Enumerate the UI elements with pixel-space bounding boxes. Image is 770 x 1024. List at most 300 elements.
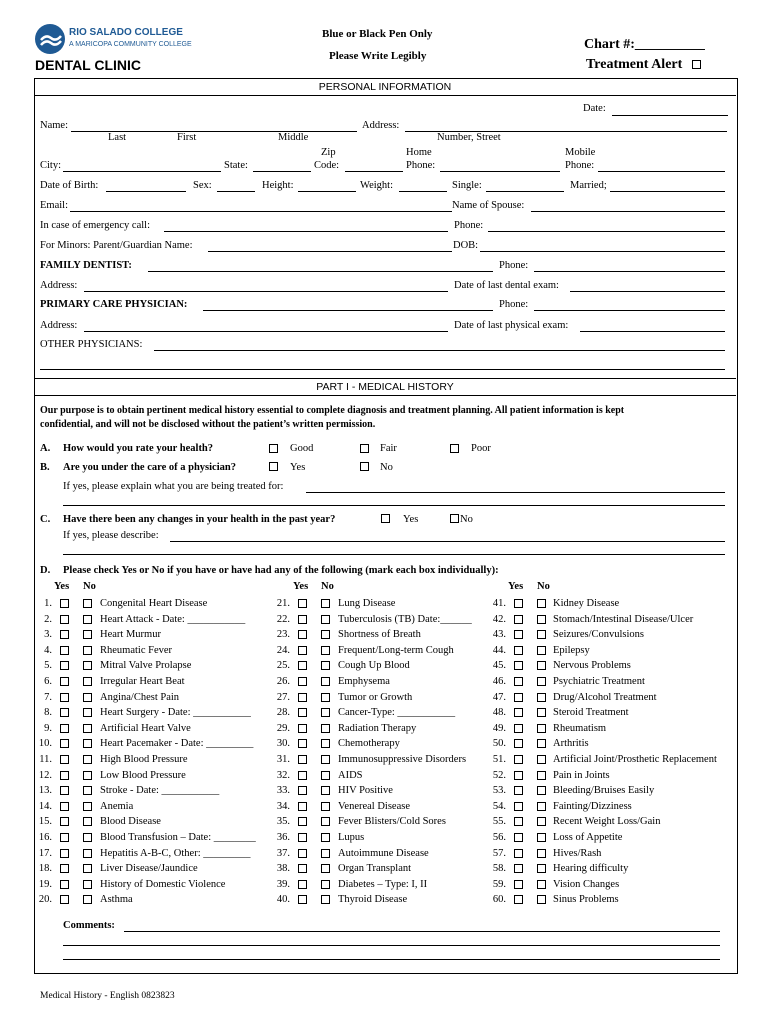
question-b-letter: B. xyxy=(40,462,50,473)
condition-yes-checkbox[interactable] xyxy=(514,708,523,717)
logo-wave-icon xyxy=(35,24,65,54)
condition-no-checkbox[interactable] xyxy=(83,708,92,717)
condition-number: 56. xyxy=(492,832,506,843)
condition-no-checkbox[interactable] xyxy=(537,630,546,639)
condition-label: Frequent/Long-term Cough xyxy=(338,645,454,656)
condition-no-checkbox[interactable] xyxy=(537,646,546,655)
condition-number: 26. xyxy=(276,676,290,687)
physician-yes-label: Yes xyxy=(290,462,306,473)
pcp-field[interactable] xyxy=(203,310,493,311)
condition-number: 50. xyxy=(492,738,506,749)
condition-yes-checkbox[interactable] xyxy=(60,693,69,702)
state-label: State: xyxy=(224,160,248,171)
condition-number: 60. xyxy=(492,894,506,905)
email-field[interactable] xyxy=(70,211,452,212)
condition-no-checkbox[interactable] xyxy=(83,817,92,826)
condition-number: 15. xyxy=(38,816,52,827)
col3-yes-header: Yes xyxy=(508,581,524,592)
condition-no-checkbox[interactable] xyxy=(321,864,330,873)
condition-no-checkbox[interactable] xyxy=(537,661,546,670)
condition-no-checkbox[interactable] xyxy=(321,771,330,780)
footer-text: Medical History - English 0823823 xyxy=(40,991,175,1001)
col2-yes-header: Yes xyxy=(293,581,309,592)
condition-yes-checkbox[interactable] xyxy=(514,599,523,608)
condition-yes-checkbox[interactable] xyxy=(514,802,523,811)
condition-label: Tuberculosis (TB) Date:______ xyxy=(338,614,472,625)
height-label: Height: xyxy=(262,180,294,191)
condition-no-checkbox[interactable] xyxy=(83,864,92,873)
condition-number: 57. xyxy=(492,848,506,859)
condition-number: 9. xyxy=(44,723,52,734)
condition-number: 4. xyxy=(44,645,52,656)
condition-number: 7. xyxy=(44,692,52,703)
condition-no-checkbox[interactable] xyxy=(537,895,546,904)
condition-label: Lupus xyxy=(338,832,365,843)
condition-label: Venereal Disease xyxy=(338,801,411,812)
college-name: RIO SALADO COLLEGE xyxy=(69,27,183,38)
condition-yes-checkbox[interactable] xyxy=(514,630,523,639)
college-subtitle: A MARICOPA COMMUNITY COLLEGE xyxy=(69,41,192,48)
condition-number: 58. xyxy=(492,863,506,874)
condition-no-checkbox[interactable] xyxy=(321,895,330,904)
pcp-phone-label: Phone: xyxy=(499,299,529,310)
physician-explain-field-2[interactable] xyxy=(63,505,725,506)
condition-label: Angina/Chest Pain xyxy=(100,692,180,703)
question-d-letter: D. xyxy=(40,565,51,576)
spouse-field[interactable] xyxy=(531,211,725,212)
condition-yes-checkbox[interactable] xyxy=(298,739,307,748)
condition-label: Kidney Disease xyxy=(553,598,620,609)
mobile-phone-field[interactable] xyxy=(598,171,725,172)
dentist-address-field[interactable] xyxy=(84,291,448,292)
condition-number: 22. xyxy=(276,614,290,625)
condition-label: Asthma xyxy=(100,894,133,905)
condition-yes-checkbox[interactable] xyxy=(60,646,69,655)
medical-history-bar xyxy=(34,378,736,396)
condition-no-checkbox[interactable] xyxy=(321,693,330,702)
condition-yes-checkbox[interactable] xyxy=(514,833,523,842)
condition-no-checkbox[interactable] xyxy=(321,630,330,639)
condition-no-checkbox[interactable] xyxy=(83,646,92,655)
condition-number: 54. xyxy=(492,801,506,812)
condition-no-checkbox[interactable] xyxy=(321,849,330,858)
condition-label: Diabetes – Type: I, II xyxy=(338,879,428,890)
condition-yes-checkbox[interactable] xyxy=(60,771,69,780)
question-b-text: Are you under the care of a physician? xyxy=(63,462,236,473)
married-field[interactable] xyxy=(610,191,725,192)
health-fair-label: Fair xyxy=(380,443,397,454)
condition-no-checkbox[interactable] xyxy=(83,771,92,780)
changes-yes-checkbox[interactable] xyxy=(381,514,390,523)
condition-yes-checkbox[interactable] xyxy=(514,693,523,702)
comments-field-2[interactable] xyxy=(63,945,720,946)
condition-yes-checkbox[interactable] xyxy=(298,615,307,624)
condition-yes-checkbox[interactable] xyxy=(298,599,307,608)
condition-number: 47. xyxy=(492,692,506,703)
condition-no-checkbox[interactable] xyxy=(321,661,330,670)
condition-yes-checkbox[interactable] xyxy=(514,771,523,780)
guardian-dob-field[interactable] xyxy=(480,251,725,252)
treatment-alert xyxy=(586,57,701,73)
condition-yes-checkbox[interactable] xyxy=(298,895,307,904)
condition-label: Mitral Valve Prolapse xyxy=(100,660,192,671)
condition-yes-checkbox[interactable] xyxy=(298,708,307,717)
condition-yes-checkbox[interactable] xyxy=(514,880,523,889)
last-dental-label: Date of last dental exam: xyxy=(454,280,559,291)
guardian-label: For Minors: Parent/Guardian Name: xyxy=(40,240,193,251)
condition-yes-checkbox[interactable] xyxy=(298,661,307,670)
condition-number: 1. xyxy=(44,598,52,609)
condition-no-checkbox[interactable] xyxy=(537,880,546,889)
personal-info-title: PERSONAL INFORMATION xyxy=(318,81,452,93)
home-phone-label: Phone: xyxy=(406,160,436,171)
condition-yes-checkbox[interactable] xyxy=(60,599,69,608)
condition-no-checkbox[interactable] xyxy=(321,615,330,624)
condition-label: Anemia xyxy=(100,801,134,812)
condition-no-checkbox[interactable] xyxy=(83,724,92,733)
condition-yes-checkbox[interactable] xyxy=(514,677,523,686)
condition-yes-checkbox[interactable] xyxy=(298,833,307,842)
condition-number: 2. xyxy=(44,614,52,625)
condition-number: 5. xyxy=(44,660,52,671)
condition-label: Epilepsy xyxy=(553,645,590,656)
emergency-label: In case of emergency call: xyxy=(40,220,150,231)
pcp-address-field[interactable] xyxy=(84,331,448,332)
first-caption: First xyxy=(177,132,197,143)
condition-label: Organ Transplant xyxy=(338,863,412,874)
condition-yes-checkbox[interactable] xyxy=(298,786,307,795)
height-field[interactable] xyxy=(298,191,356,192)
chart-number: Chart #:__________ xyxy=(584,37,705,52)
condition-yes-checkbox[interactable] xyxy=(60,895,69,904)
mobile-caption: Mobile xyxy=(565,147,596,158)
condition-no-checkbox[interactable] xyxy=(537,802,546,811)
physician-no-label: No xyxy=(380,462,393,473)
condition-label: Chemotherapy xyxy=(338,738,400,749)
zip-field[interactable] xyxy=(345,171,403,172)
condition-label: Stroke - Date: ___________ xyxy=(100,785,220,796)
condition-yes-checkbox[interactable] xyxy=(514,661,523,670)
physician-explain-field[interactable] xyxy=(306,492,725,493)
comments-label: Comments: xyxy=(63,920,115,931)
emergency-phone-field[interactable] xyxy=(488,231,725,232)
condition-number: 40. xyxy=(276,894,290,905)
condition-label: High Blood Pressure xyxy=(100,754,188,765)
condition-no-checkbox[interactable] xyxy=(537,755,546,764)
condition-label: Shortness of Breath xyxy=(338,629,421,640)
condition-yes-checkbox[interactable] xyxy=(514,895,523,904)
condition-yes-checkbox[interactable] xyxy=(514,646,523,655)
condition-no-checkbox[interactable] xyxy=(321,817,330,826)
question-c-describe: If yes, please describe: xyxy=(63,530,159,541)
condition-number: 46. xyxy=(492,676,506,687)
condition-label: Vision Changes xyxy=(553,879,620,890)
condition-yes-checkbox[interactable] xyxy=(298,755,307,764)
guardian-field[interactable] xyxy=(208,251,452,252)
question-a-text: How would you rate your health? xyxy=(63,443,214,454)
condition-label: Pain in Joints xyxy=(553,770,610,781)
condition-no-checkbox[interactable] xyxy=(321,724,330,733)
condition-number: 18. xyxy=(38,863,52,874)
last-physical-field[interactable] xyxy=(580,331,725,332)
question-d-text: Please check Yes or No if you have or have had any of the following (mark each box individually): xyxy=(63,565,499,576)
condition-no-checkbox[interactable] xyxy=(83,615,92,624)
condition-number: 43. xyxy=(492,629,506,640)
condition-yes-checkbox[interactable] xyxy=(298,849,307,858)
middle-caption: Middle xyxy=(278,132,309,143)
treatment-alert-label: Treatment Alert xyxy=(586,57,683,72)
condition-label: Blood Transfusion – Date: ________ xyxy=(100,832,256,843)
condition-no-checkbox[interactable] xyxy=(537,739,546,748)
pcp-phone-field[interactable] xyxy=(534,310,725,311)
condition-yes-checkbox[interactable] xyxy=(298,646,307,655)
condition-number: 6. xyxy=(44,676,52,687)
weight-label: Weight: xyxy=(360,180,393,191)
condition-number: 30. xyxy=(276,738,290,749)
condition-no-checkbox[interactable] xyxy=(321,599,330,608)
condition-yes-checkbox[interactable] xyxy=(298,817,307,826)
changes-describe-field[interactable] xyxy=(170,541,725,542)
condition-no-checkbox[interactable] xyxy=(537,786,546,795)
condition-yes-checkbox[interactable] xyxy=(60,708,69,717)
condition-no-checkbox[interactable] xyxy=(537,817,546,826)
legible-note: Please Write Legibly xyxy=(329,50,427,62)
dob-label: Date of Birth: xyxy=(40,180,99,191)
city-field[interactable] xyxy=(63,171,221,172)
treatment-alert-checkbox[interactable] xyxy=(692,60,701,69)
condition-no-checkbox[interactable] xyxy=(83,599,92,608)
single-label: Single: xyxy=(452,180,482,191)
condition-number: 35. xyxy=(276,816,290,827)
condition-label: Rheumatic Fever xyxy=(100,645,173,656)
mobile-phone-label: Phone: xyxy=(565,160,595,171)
condition-yes-checkbox[interactable] xyxy=(298,802,307,811)
condition-no-checkbox[interactable] xyxy=(83,880,92,889)
condition-yes-checkbox[interactable] xyxy=(514,724,523,733)
condition-label: Heart Murmur xyxy=(100,629,161,640)
home-caption: Home xyxy=(406,147,432,158)
condition-label: Hepatitis A-B-C, Other: _________ xyxy=(100,848,251,859)
condition-label: Low Blood Pressure xyxy=(100,770,186,781)
health-fair-checkbox[interactable] xyxy=(360,444,369,453)
condition-no-checkbox[interactable] xyxy=(83,677,92,686)
question-b-explain: If yes, please explain what you are being treated for: xyxy=(63,481,284,492)
condition-no-checkbox[interactable] xyxy=(537,693,546,702)
condition-label: Loss of Appetite xyxy=(553,832,623,843)
sex-label: Sex: xyxy=(193,180,212,191)
condition-no-checkbox[interactable] xyxy=(83,833,92,842)
condition-label: Tumor or Growth xyxy=(338,692,413,703)
single-field[interactable] xyxy=(486,191,564,192)
condition-yes-checkbox[interactable] xyxy=(298,880,307,889)
condition-yes-checkbox[interactable] xyxy=(60,739,69,748)
condition-yes-checkbox[interactable] xyxy=(298,724,307,733)
condition-yes-checkbox[interactable] xyxy=(514,755,523,764)
question-c-letter: C. xyxy=(40,514,51,525)
city-label: City: xyxy=(40,160,62,171)
condition-yes-checkbox[interactable] xyxy=(298,864,307,873)
dob-field[interactable] xyxy=(106,191,186,192)
condition-no-checkbox[interactable] xyxy=(537,833,546,842)
condition-no-checkbox[interactable] xyxy=(83,786,92,795)
condition-label: Fainting/Dizziness xyxy=(553,801,632,812)
condition-yes-checkbox[interactable] xyxy=(298,677,307,686)
health-good-label: Good xyxy=(290,443,314,454)
condition-number: 55. xyxy=(492,816,506,827)
condition-yes-checkbox[interactable] xyxy=(60,615,69,624)
health-poor-checkbox[interactable] xyxy=(450,444,459,453)
condition-yes-checkbox[interactable] xyxy=(60,786,69,795)
condition-label: Emphysema xyxy=(338,676,390,687)
condition-no-checkbox[interactable] xyxy=(537,724,546,733)
condition-number: 16. xyxy=(38,832,52,843)
condition-yes-checkbox[interactable] xyxy=(60,677,69,686)
sex-field[interactable] xyxy=(217,191,255,192)
weight-field[interactable] xyxy=(399,191,447,192)
condition-label: Bleeding/Bruises Easily xyxy=(553,785,655,796)
condition-no-checkbox[interactable] xyxy=(83,895,92,904)
condition-no-checkbox[interactable] xyxy=(321,755,330,764)
condition-label: Lung Disease xyxy=(338,598,396,609)
other-physicians-field-2[interactable] xyxy=(40,369,725,370)
family-dentist-field[interactable] xyxy=(148,271,493,272)
condition-yes-checkbox[interactable] xyxy=(298,771,307,780)
condition-no-checkbox[interactable] xyxy=(321,708,330,717)
condition-yes-checkbox[interactable] xyxy=(60,833,69,842)
condition-yes-checkbox[interactable] xyxy=(514,849,523,858)
condition-no-checkbox[interactable] xyxy=(537,615,546,624)
email-label: Email: xyxy=(40,200,68,211)
condition-label: Drug/Alcohol Treatment xyxy=(553,692,657,703)
condition-number: 28. xyxy=(276,707,290,718)
condition-no-checkbox[interactable] xyxy=(537,849,546,858)
condition-no-checkbox[interactable] xyxy=(83,849,92,858)
last-physical-label: Date of last physical exam: xyxy=(454,320,569,331)
condition-number: 24. xyxy=(276,645,290,656)
condition-no-checkbox[interactable] xyxy=(537,771,546,780)
condition-label: Immunosuppressive Disorders xyxy=(338,754,467,765)
condition-number: 23. xyxy=(276,629,290,640)
health-poor-label: Poor xyxy=(471,443,491,454)
condition-label: Congenital Heart Disease xyxy=(100,598,208,609)
condition-number: 12. xyxy=(38,770,52,781)
emergency-field[interactable] xyxy=(164,231,448,232)
condition-no-checkbox[interactable] xyxy=(537,864,546,873)
condition-label: History of Domestic Violence xyxy=(100,879,226,890)
emergency-phone-label: Phone: xyxy=(454,220,484,231)
state-field[interactable] xyxy=(253,171,311,172)
condition-number: 19. xyxy=(38,879,52,890)
condition-no-checkbox[interactable] xyxy=(83,755,92,764)
medical-history-title: PART I - MEDICAL HISTORY xyxy=(316,381,454,393)
physician-yes-checkbox[interactable] xyxy=(269,462,278,471)
zip-code-label: Code: xyxy=(314,160,340,171)
clinic-title: DENTAL CLINIC xyxy=(35,57,142,73)
health-good-checkbox[interactable] xyxy=(269,444,278,453)
other-physicians-field[interactable] xyxy=(154,350,725,351)
condition-number: 44. xyxy=(492,645,506,656)
condition-yes-checkbox[interactable] xyxy=(60,864,69,873)
condition-yes-checkbox[interactable] xyxy=(60,661,69,670)
condition-yes-checkbox[interactable] xyxy=(298,693,307,702)
condition-no-checkbox[interactable] xyxy=(321,646,330,655)
condition-no-checkbox[interactable] xyxy=(83,802,92,811)
condition-label: HIV Positive xyxy=(338,785,393,796)
changes-describe-field-2[interactable] xyxy=(63,554,725,555)
condition-number: 41. xyxy=(492,598,506,609)
spouse-label: Name of Spouse: xyxy=(452,200,525,211)
home-phone-field[interactable] xyxy=(440,171,560,172)
condition-yes-checkbox[interactable] xyxy=(514,864,523,873)
condition-no-checkbox[interactable] xyxy=(321,677,330,686)
condition-no-checkbox[interactable] xyxy=(321,802,330,811)
condition-yes-checkbox[interactable] xyxy=(514,817,523,826)
condition-no-checkbox[interactable] xyxy=(83,630,92,639)
condition-number: 49. xyxy=(492,723,506,734)
condition-no-checkbox[interactable] xyxy=(83,661,92,670)
condition-number: 14. xyxy=(38,801,52,812)
condition-no-checkbox[interactable] xyxy=(83,739,92,748)
condition-number: 32. xyxy=(276,770,290,781)
condition-yes-checkbox[interactable] xyxy=(298,630,307,639)
condition-number: 45. xyxy=(492,660,506,671)
last-dental-field[interactable] xyxy=(570,291,725,292)
address-label: Address: xyxy=(362,120,400,131)
pcp-address-label: Address: xyxy=(40,320,78,331)
condition-yes-checkbox[interactable] xyxy=(514,615,523,624)
comments-field-3[interactable] xyxy=(63,959,720,960)
condition-yes-checkbox[interactable] xyxy=(60,630,69,639)
condition-no-checkbox[interactable] xyxy=(537,677,546,686)
changes-no-checkbox[interactable] xyxy=(450,514,459,523)
comments-field[interactable] xyxy=(124,931,720,932)
question-c-text: Have there been any changes in your health in the past year? xyxy=(63,514,336,525)
condition-label: Blood Disease xyxy=(100,816,161,827)
date-field[interactable] xyxy=(612,115,728,116)
dentist-phone-field[interactable] xyxy=(534,271,725,272)
changes-yes-label: Yes xyxy=(403,514,419,525)
condition-yes-checkbox[interactable] xyxy=(60,802,69,811)
condition-number: 29. xyxy=(276,723,290,734)
condition-number: 27. xyxy=(276,692,290,703)
condition-no-checkbox[interactable] xyxy=(321,786,330,795)
last-caption: Last xyxy=(108,132,127,143)
condition-yes-checkbox[interactable] xyxy=(514,739,523,748)
physician-no-checkbox[interactable] xyxy=(360,462,369,471)
condition-no-checkbox[interactable] xyxy=(321,739,330,748)
condition-number: 37. xyxy=(276,848,290,859)
condition-yes-checkbox[interactable] xyxy=(60,817,69,826)
condition-no-checkbox[interactable] xyxy=(321,833,330,842)
condition-no-checkbox[interactable] xyxy=(537,708,546,717)
condition-label: Fever Blisters/Cold Sores xyxy=(338,816,446,827)
personal-info-bar xyxy=(34,78,736,96)
condition-number: 59. xyxy=(492,879,506,890)
condition-yes-checkbox[interactable] xyxy=(60,880,69,889)
condition-yes-checkbox[interactable] xyxy=(60,755,69,764)
condition-yes-checkbox[interactable] xyxy=(60,849,69,858)
condition-yes-checkbox[interactable] xyxy=(60,724,69,733)
col1-yes-header: Yes xyxy=(54,581,70,592)
condition-no-checkbox[interactable] xyxy=(537,599,546,608)
condition-label: Cough Up Blood xyxy=(338,660,410,671)
condition-yes-checkbox[interactable] xyxy=(514,786,523,795)
condition-label: Artificial Joint/Prosthetic Replacement xyxy=(553,754,717,765)
condition-no-checkbox[interactable] xyxy=(321,880,330,889)
condition-no-checkbox[interactable] xyxy=(83,693,92,702)
other-physicians-label: OTHER PHYSICIANS: xyxy=(40,339,143,350)
condition-label: Liver Disease/Jaundice xyxy=(100,863,198,874)
